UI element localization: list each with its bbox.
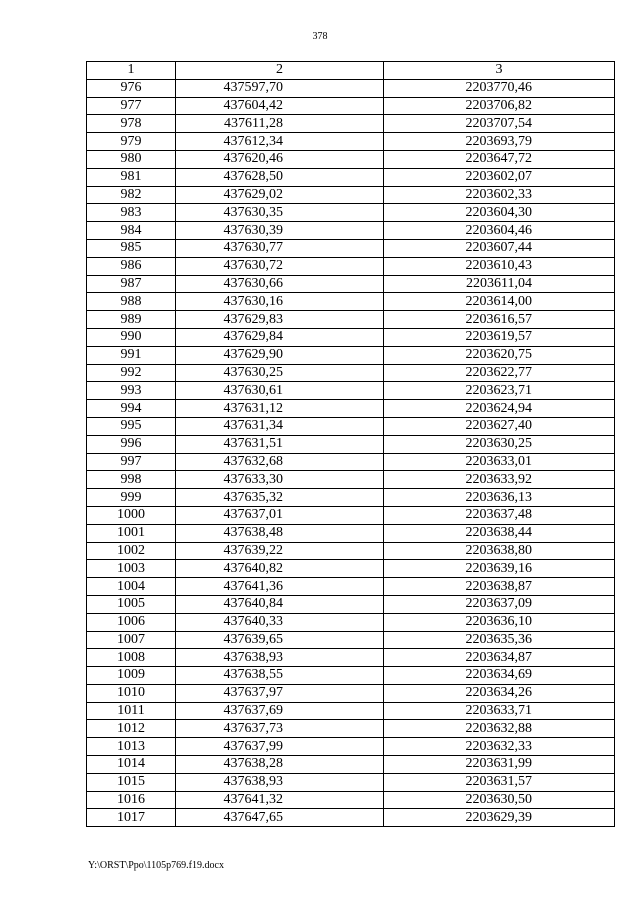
table-row [87,524,615,542]
table-row [87,506,615,524]
x-coordinate-cell: 437629,84 [176,328,384,346]
table-row [87,346,615,364]
x-coordinate-cell: 437630,66 [176,275,384,293]
x-coordinate-cell: 437640,33 [176,613,384,631]
x-coordinate-cell: 437611,28 [176,115,384,133]
x-coordinate-cell: 437638,93 [176,649,384,667]
x-coordinate-cell: 437612,34 [176,133,384,151]
x-coordinate-cell: 437630,61 [176,382,384,400]
x-coordinate-cell: 437639,22 [176,542,384,560]
x-coordinate-cell: 437641,32 [176,791,384,809]
y-coordinate-cell: 2203638,87 [384,578,615,596]
point-number-cell: 1000 [87,506,176,524]
table-header-row [87,62,615,80]
point-number-cell: 1004 [87,578,176,596]
table-row [87,578,615,596]
point-number-cell: 990 [87,328,176,346]
table-row [87,150,615,168]
table-row [87,453,615,471]
column-header-1: 1 [87,62,176,80]
y-coordinate-cell: 2203602,33 [384,186,615,204]
y-coordinate-cell: 2203623,71 [384,382,615,400]
point-number-cell: 1001 [87,524,176,542]
point-number-cell: 1007 [87,631,176,649]
y-coordinate-cell: 2203706,82 [384,97,615,115]
table-row [87,257,615,275]
point-number-cell: 1011 [87,702,176,720]
table-row [87,382,615,400]
x-coordinate-cell: 437641,36 [176,578,384,596]
point-number-cell: 989 [87,311,176,329]
table-row [87,702,615,720]
x-coordinate-cell: 437637,97 [176,684,384,702]
point-number-cell: 988 [87,293,176,311]
point-number-cell: 982 [87,186,176,204]
point-number-cell: 1016 [87,791,176,809]
table-row [87,756,615,774]
table-row [87,186,615,204]
table-row [87,631,615,649]
table-body [87,79,615,826]
x-coordinate-cell: 437638,55 [176,667,384,685]
y-coordinate-cell: 2203627,40 [384,417,615,435]
y-coordinate-cell: 2203622,77 [384,364,615,382]
x-coordinate-cell: 437630,25 [176,364,384,382]
table-row [87,222,615,240]
table-row [87,275,615,293]
x-coordinate-cell: 437640,82 [176,560,384,578]
y-coordinate-cell: 2203604,30 [384,204,615,222]
y-coordinate-cell: 2203633,92 [384,471,615,489]
point-number-cell: 1010 [87,684,176,702]
x-coordinate-cell: 437629,83 [176,311,384,329]
point-number-cell: 991 [87,346,176,364]
x-coordinate-cell: 437637,73 [176,720,384,738]
point-number-cell: 1015 [87,773,176,791]
x-coordinate-cell: 437629,90 [176,346,384,364]
x-coordinate-cell: 437638,48 [176,524,384,542]
y-coordinate-cell: 2203633,71 [384,702,615,720]
x-coordinate-cell: 437631,34 [176,417,384,435]
x-coordinate-cell: 437630,72 [176,257,384,275]
point-number-cell: 1005 [87,595,176,613]
table-row [87,809,615,827]
point-number-cell: 998 [87,471,176,489]
y-coordinate-cell: 2203770,46 [384,79,615,97]
point-number-cell: 1013 [87,738,176,756]
table-row [87,204,615,222]
y-coordinate-cell: 2203693,79 [384,133,615,151]
y-coordinate-cell: 2203635,36 [384,631,615,649]
point-number-cell: 987 [87,275,176,293]
y-coordinate-cell: 2203637,09 [384,595,615,613]
table-row [87,720,615,738]
table-row [87,471,615,489]
x-coordinate-cell: 437632,68 [176,453,384,471]
y-coordinate-cell: 2203602,07 [384,168,615,186]
table-row [87,400,615,418]
y-coordinate-cell: 2203707,54 [384,115,615,133]
point-number-cell: 979 [87,133,176,151]
table-row [87,542,615,560]
y-coordinate-cell: 2203633,01 [384,453,615,471]
y-coordinate-cell: 2203630,25 [384,435,615,453]
table-row [87,293,615,311]
x-coordinate-cell: 437631,51 [176,435,384,453]
point-number-cell: 1006 [87,613,176,631]
point-number-cell: 981 [87,168,176,186]
y-coordinate-cell: 2203632,88 [384,720,615,738]
table-row [87,364,615,382]
table-row [87,311,615,329]
x-coordinate-cell: 437630,77 [176,239,384,257]
point-number-cell: 993 [87,382,176,400]
x-coordinate-cell: 437637,69 [176,702,384,720]
point-number-cell: 985 [87,239,176,257]
x-coordinate-cell: 437628,50 [176,168,384,186]
y-coordinate-cell: 2203630,50 [384,791,615,809]
column-header-3: 3 [384,62,615,80]
point-number-cell: 978 [87,115,176,133]
x-coordinate-cell: 437630,16 [176,293,384,311]
x-coordinate-cell: 437597,70 [176,79,384,97]
point-number-cell: 994 [87,400,176,418]
point-number-cell: 995 [87,417,176,435]
x-coordinate-cell: 437631,12 [176,400,384,418]
y-coordinate-cell: 2203619,57 [384,328,615,346]
y-coordinate-cell: 2203631,57 [384,773,615,791]
point-number-cell: 1008 [87,649,176,667]
table-row [87,667,615,685]
table-row [87,684,615,702]
point-number-cell: 984 [87,222,176,240]
x-coordinate-cell: 437620,46 [176,150,384,168]
table-row [87,168,615,186]
table-row [87,595,615,613]
y-coordinate-cell: 2203634,69 [384,667,615,685]
y-coordinate-cell: 2203634,26 [384,684,615,702]
point-number-cell: 996 [87,435,176,453]
point-number-cell: 1003 [87,560,176,578]
table-row [87,773,615,791]
x-coordinate-cell: 437630,35 [176,204,384,222]
table-row [87,489,615,507]
y-coordinate-cell: 2203638,44 [384,524,615,542]
x-coordinate-cell: 437639,65 [176,631,384,649]
y-coordinate-cell: 2203639,16 [384,560,615,578]
x-coordinate-cell: 437633,30 [176,471,384,489]
y-coordinate-cell: 2203631,99 [384,756,615,774]
point-number-cell: 977 [87,97,176,115]
x-coordinate-cell: 437637,99 [176,738,384,756]
table-row [87,613,615,631]
table-row [87,791,615,809]
y-coordinate-cell: 2203632,33 [384,738,615,756]
point-number-cell: 980 [87,150,176,168]
y-coordinate-cell: 2203620,75 [384,346,615,364]
point-number-cell: 1014 [87,756,176,774]
y-coordinate-cell: 2203634,87 [384,649,615,667]
point-number-cell: 983 [87,204,176,222]
footer-file-path: Y:\ORST\Ppo\1105p769.f19.docx [88,860,224,871]
point-number-cell: 986 [87,257,176,275]
y-coordinate-cell: 2203636,13 [384,489,615,507]
page-number: 378 [312,31,328,42]
y-coordinate-cell: 2203614,00 [384,293,615,311]
y-coordinate-cell: 2203647,72 [384,150,615,168]
table-row [87,417,615,435]
x-coordinate-cell: 437637,01 [176,506,384,524]
point-number-cell: 997 [87,453,176,471]
y-coordinate-cell: 2203610,43 [384,257,615,275]
point-number-cell: 976 [87,79,176,97]
x-coordinate-cell: 437635,32 [176,489,384,507]
table-row [87,97,615,115]
point-number-cell: 992 [87,364,176,382]
column-header-2: 2 [176,62,384,80]
point-number-cell: 1009 [87,667,176,685]
point-number-cell: 999 [87,489,176,507]
x-coordinate-cell: 437647,65 [176,809,384,827]
y-coordinate-cell: 2203604,46 [384,222,615,240]
point-number-cell: 1012 [87,720,176,738]
point-number-cell: 1002 [87,542,176,560]
table-row [87,79,615,97]
table-row [87,738,615,756]
x-coordinate-cell: 437638,28 [176,756,384,774]
table-row [87,328,615,346]
table-row [87,435,615,453]
table-row [87,560,615,578]
x-coordinate-cell: 437630,39 [176,222,384,240]
x-coordinate-cell: 437640,84 [176,595,384,613]
y-coordinate-cell: 2203611,04 [384,275,615,293]
point-number-cell: 1017 [87,809,176,827]
x-coordinate-cell: 437629,02 [176,186,384,204]
y-coordinate-cell: 2203607,44 [384,239,615,257]
y-coordinate-cell: 2203638,80 [384,542,615,560]
table-row [87,115,615,133]
y-coordinate-cell: 2203624,94 [384,400,615,418]
table-row [87,239,615,257]
table-row [87,649,615,667]
x-coordinate-cell: 437604,42 [176,97,384,115]
y-coordinate-cell: 2203616,57 [384,311,615,329]
y-coordinate-cell: 2203637,48 [384,506,615,524]
coordinates-table [86,61,615,827]
y-coordinate-cell: 2203629,39 [384,809,615,827]
y-coordinate-cell: 2203636,10 [384,613,615,631]
x-coordinate-cell: 437638,93 [176,773,384,791]
table-row [87,133,615,151]
